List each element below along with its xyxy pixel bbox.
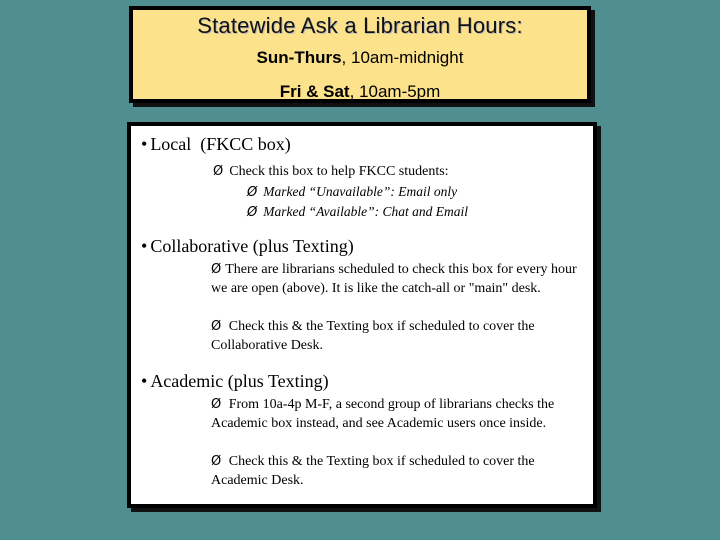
section-local-label: Local (FKCC box) bbox=[150, 134, 291, 154]
hours-line-weekdays bbox=[133, 48, 587, 68]
bullet-dot: • bbox=[141, 134, 148, 154]
hours-title: Statewide Ask a Librarian Hours: bbox=[197, 13, 523, 38]
local-sub-unavailable-text: Marked “Unavailable”: Email only bbox=[263, 184, 458, 199]
academic-para-1 bbox=[211, 395, 591, 433]
content-box bbox=[127, 122, 597, 508]
bullet-dot: • bbox=[141, 236, 148, 256]
hours-weekend-time: , 10am-5pm bbox=[349, 82, 441, 101]
local-sub-unavailable bbox=[247, 182, 457, 202]
collaborative-para-2-text: Check this & the Texting box if scheduled to cover the Collaborative Desk. bbox=[211, 319, 535, 353]
arrow-bullet-icon: Ø bbox=[247, 205, 258, 220]
local-sub-available bbox=[247, 202, 468, 222]
section-academic-label: Academic (plus Texting) bbox=[150, 371, 329, 391]
arrow-bullet-icon: Ø bbox=[211, 262, 222, 277]
academic-para-2-text: Check this & the Texting box if scheduled to cover the Academic Desk. bbox=[211, 454, 535, 488]
hours-box bbox=[129, 6, 591, 103]
hours-weekdays-label: Sun-Thurs bbox=[256, 48, 342, 67]
hours-weekend-label: Fri & Sat bbox=[279, 82, 350, 101]
local-item bbox=[213, 162, 449, 181]
bullet-dot: • bbox=[141, 371, 148, 391]
local-sub-available-text: Marked “Available”: Chat and Email bbox=[263, 204, 468, 219]
local-item-text: Check this box to help FKCC students: bbox=[229, 164, 449, 179]
section-local-title bbox=[141, 134, 291, 155]
arrow-bullet-icon: Ø bbox=[211, 319, 222, 334]
arrow-bullet-icon: Ø bbox=[211, 397, 222, 412]
arrow-bullet-icon: Ø bbox=[211, 454, 222, 469]
collaborative-para-1-text: There are librarians scheduled to check this box for every hour we are open (above). It is like the catch-all or "main" desk. bbox=[211, 262, 577, 296]
section-collaborative-title bbox=[141, 236, 354, 257]
academic-para-1-text: From 10a-4p M-F, a second group of librarians checks the Academic box instead, and see Academic users once inside. bbox=[211, 397, 555, 431]
section-academic-title bbox=[141, 371, 329, 392]
hours-weekdays-time: , 10am-midnight bbox=[341, 48, 464, 67]
section-collaborative-label: Collaborative (plus Texting) bbox=[150, 236, 354, 256]
arrow-bullet-icon: Ø bbox=[213, 164, 224, 179]
collaborative-para-1 bbox=[211, 260, 591, 298]
arrow-bullet-icon: Ø bbox=[247, 185, 258, 200]
academic-para-2 bbox=[211, 452, 591, 490]
hours-line-weekend bbox=[133, 82, 587, 102]
collaborative-para-2 bbox=[211, 317, 591, 355]
